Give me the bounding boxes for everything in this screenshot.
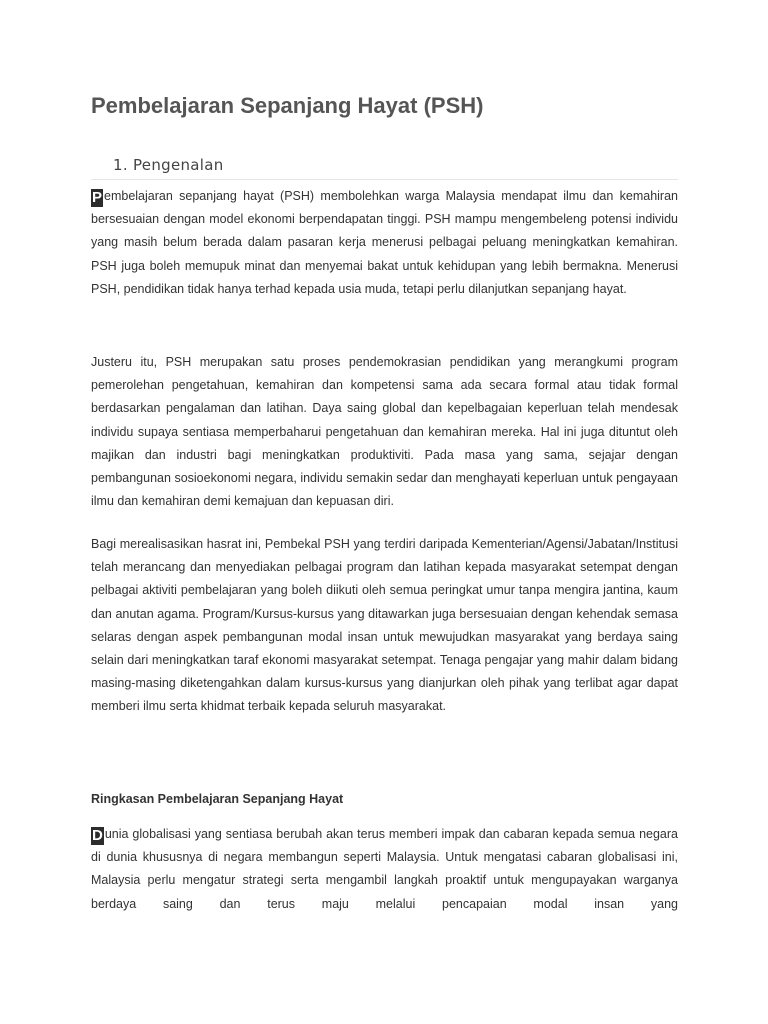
section-heading-pengenalan: 1. Pengenalan bbox=[113, 156, 224, 174]
drop-cap: D bbox=[92, 827, 103, 844]
section-divider bbox=[91, 179, 678, 180]
paragraph-bagi: Bagi merealisasikan hasrat ini, Pembekal PSH yang terdiri daripada Kementerian/Agensi/Jabatan/Institusi telah merancang dan menyediakan pelbagai program dan latihan kepada masyarakat setempat dengan pelbagai aktiviti pembelajaran yang boleh diikuti oleh semua peringkat umur tanpa mengira jantina, kaum dan anutan agama. Program/Kursus-kursus yang ditawarkan juga bersesuaian dengan kehendak semasa selaras dengan aspek pembangunan modal insan untuk mewujudkan masyarakat yang berdaya saing selain dari meningkatkan taraf ekonomi masyarakat setempat. Tenaga pengajar yang mahir dalam bidang masing-masing diketengahkan dalam kursus-kursus yang dianjurkan oleh pihak yang terlibat agar dapat memberi ilmu serta khidmat terbaik kepada seluruh masyarakat. bbox=[91, 537, 678, 714]
page-title: Pembelajaran Sepanjang Hayat (PSH) bbox=[91, 93, 484, 118]
paragraph-dunia bbox=[91, 823, 678, 916]
paragraph-justeru: Justeru itu, PSH merupakan satu proses pendemokrasian pendidikan yang merangkumi program pemerolehan pengetahuan, kemahiran dan kompetensi sama ada secara formal atau tidak formal berdasarkan pengalaman dan latihan. Daya saing global dan kepelbagaian keperluan telah mendesak individu supaya sentiasa memperbaharui pengetahuan dan kemahiran mereka. Hal ini juga dituntut oleh majikan dan industri bagi meningkatkan produktiviti. Pada masa yang sama, sejajar dengan pembangunan sosioekonomi negara, individu semakin sedar dan menghayati keperluan untuk pengayaan ilmu dan kemahiran demi kemajuan dan kepuasan diri. bbox=[91, 355, 678, 509]
paragraph-dunia-text: unia globalisasi yang sentiasa berubah akan terus memberi impak dan cabaran kepada semua negara di dunia khususnya di negara membangun seperti Malaysia. Untuk mengatasi cabaran globalisasi ini, Malaysia perlu mengatur strategi serta mengambil langkah proaktif untuk mengupayakan warganya berdaya saing dan terus maju melalui pencapaian modal insan yang bbox=[91, 827, 678, 911]
drop-cap: P bbox=[92, 189, 103, 206]
paragraph-intro bbox=[91, 185, 678, 301]
paragraph-intro-text: embelajaran sepanjang hayat (PSH) membolehkan warga Malaysia mendapat ilmu dan kemahiran bersesuaian dengan model ekonomi berpendapatan tinggi. PSH mampu mengembeleng potensi individu yang masih belum berada dalam pasaran kerja menerusi pelbagai peluang meningkatkan kemahiran. PSH juga boleh memupuk minat dan menyemai bakat untuk kehidupan yang lebih bermakna. Menerusi PSH, pendidikan tidak hanya terhad kepada usia muda, tetapi perlu dilanjutkan sepanjang hayat. bbox=[91, 189, 678, 296]
subheading-ringkasan: Ringkasan Pembelajaran Sepanjang Hayat bbox=[91, 792, 344, 806]
